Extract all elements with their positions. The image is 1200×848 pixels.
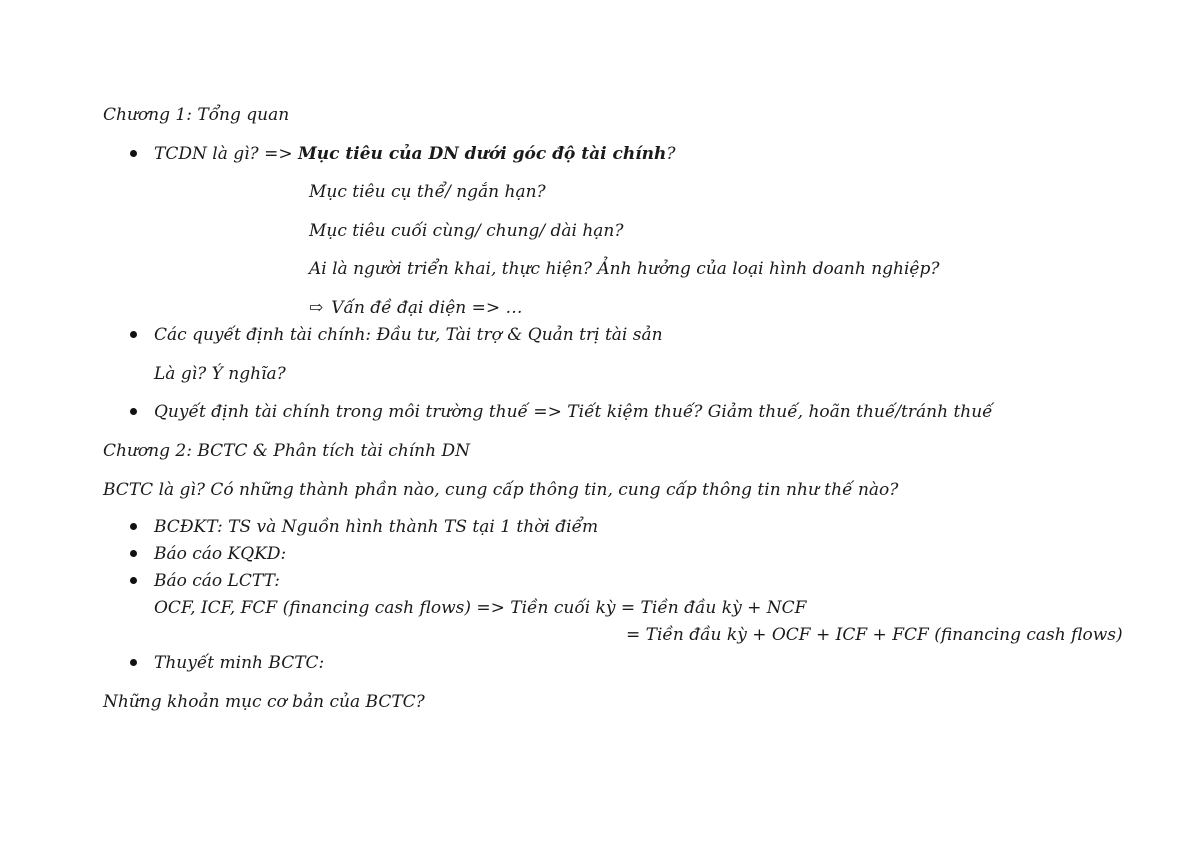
- bullet-icon: [130, 408, 137, 415]
- chapter-2-bullet-income-statement: Báo cáo KQKD:: [154, 544, 287, 564]
- sub-item-short-term-goal: Mục tiêu cụ thể/ ngắn hạn?: [309, 182, 546, 202]
- sub-item-agency-text: Vấn đề đại diện => …: [331, 298, 523, 318]
- cash-flow-formula-line-2: = Tiền đầu kỳ + OCF + ICF + FCF (financing cash flows): [626, 625, 1123, 645]
- bullet-1-emphasis: Mục tiêu của DN dưới góc độ tài chính: [297, 144, 667, 164]
- sub-item-long-term-goal: Mục tiêu cuối cùng/ chung/ dài hạn?: [309, 221, 624, 241]
- bullet-icon: [130, 550, 137, 557]
- chapter-2-closing-question: Những khoản mục cơ bản của BCTC?: [103, 692, 425, 712]
- arrow-right-icon: ⇨: [309, 298, 324, 318]
- chapter-2-bullet-cash-flow: Báo cáo LCTT:: [154, 571, 280, 591]
- chapter-2-bullet-balance-sheet: BCĐKT: TS và Nguồn hình thành TS tại 1 thời điểm: [154, 517, 599, 537]
- chapter-1-bullet-2: Các quyết định tài chính: Đầu tư, Tài trợ & Quản trị tài sản: [154, 325, 663, 345]
- sub-item-agency-problem: [309, 297, 523, 319]
- chapter-2-heading: Chương 2: BCTC & Phân tích tài chính DN: [103, 441, 470, 461]
- chapter-1-heading: Chương 1: Tổng quan: [103, 105, 290, 125]
- chapter-1-bullet-2-continuation: Là gì? Ý nghĩa?: [154, 364, 286, 384]
- chapter-1-bullet-1: [154, 143, 676, 165]
- bullet-icon: [130, 150, 137, 157]
- bullet-1-prefix: TCDN là gì? =>: [154, 144, 298, 164]
- bullet-1-suffix: ?: [666, 144, 676, 164]
- chapter-2-bullet-notes: Thuyết minh BCTC:: [154, 653, 325, 673]
- bullet-icon: [130, 659, 137, 666]
- cash-flow-formula-line-1: OCF, ICF, FCF (financing cash flows) => Tiền cuối kỳ = Tiền đầu kỳ + NCF: [154, 598, 807, 618]
- bullet-icon: [130, 523, 137, 530]
- bullet-icon: [130, 331, 137, 338]
- chapter-2-question: BCTC là gì? Có những thành phần nào, cung cấp thông tin, cung cấp thông tin như thế nào?: [103, 480, 899, 500]
- bullet-icon: [130, 577, 137, 584]
- chapter-1-bullet-3: Quyết định tài chính trong môi trường thuế => Tiết kiệm thuế? Giảm thuế, hoãn thuế/tránh thuế: [154, 402, 993, 422]
- sub-item-who-implements: Ai là người triển khai, thực hiện? Ảnh hưởng của loại hình doanh nghiệp?: [309, 259, 940, 279]
